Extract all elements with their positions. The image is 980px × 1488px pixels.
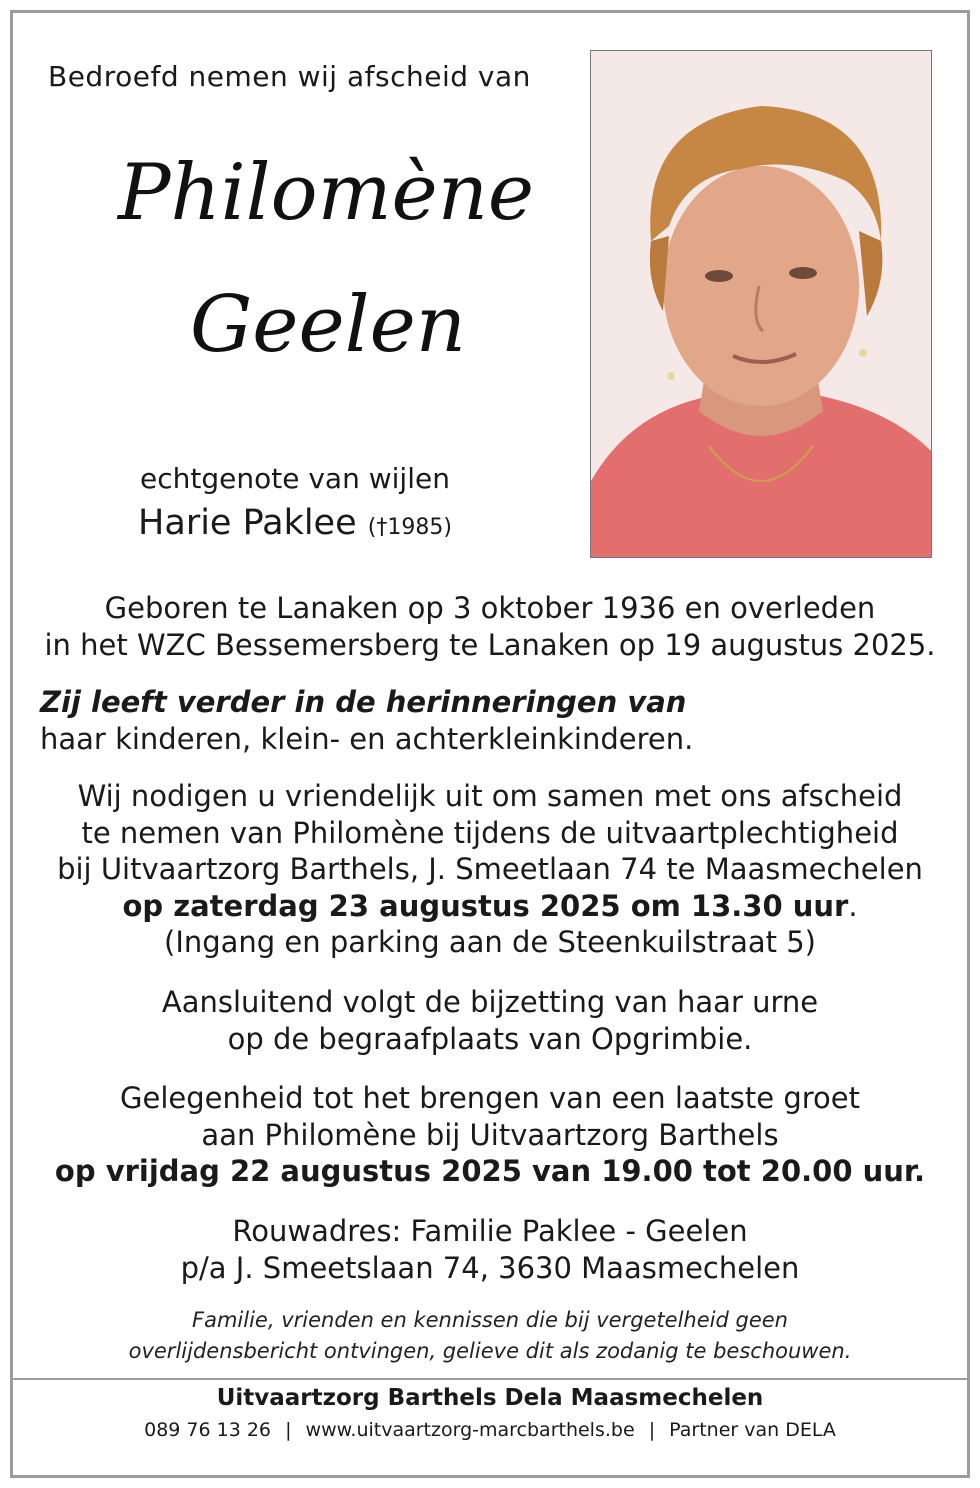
invite-date-period: . [848,889,858,923]
invite-line-2: te nemen van Philomène tijdens de uitvaartplechtigheid [81,816,899,850]
invite-parking: (Ingang en parking aan de Steenkuilstraat 5) [164,925,816,959]
memory-text: haar kinderen, klein- en achterkleinkinderen. [40,722,694,756]
invite-date-line [0,888,980,925]
invite-date: op zaterdag 23 augustus 2025 om 13.30 uur [122,889,849,923]
last-name: Geelen [190,280,466,370]
note-line-2: overlijdensbericht ontvingen, gelieve dit als zodanig te beschouwen. [128,1339,852,1363]
first-name: Philomène [118,148,535,238]
footer-website: www.uitvaartzorg-marcbarthels.be [305,1419,635,1441]
footer-separator: | [648,1419,656,1441]
spouse-death-year: (†1985) [367,515,452,540]
visit-line-2: aan Philomène bij Uitvaartzorg Barthels [201,1118,779,1152]
visit-date: op vrijdag 22 augustus 2025 van 19.00 tot 20.00 uur. [54,1154,926,1188]
birth-line-2: in het WZC Bessemersberg te Lanaken op 19 augustus 2025. [44,628,936,662]
footer-phone: 089 76 13 26 [144,1419,272,1441]
note-line-1: Familie, vrienden en kennissen die bij vergetelheid geen [192,1308,788,1332]
invite-line-3: bij Uitvaartzorg Barthels, J. Smeetlaan 74 te Maasmechelen [57,852,923,886]
invite-line-1: Wij nodigen u vriendelijk uit om samen met ons afscheid [77,779,903,813]
address-line-1: Rouwadres: Familie Paklee - Geelen [232,1214,748,1248]
address-line-2: p/a J. Smeetslaan 74, 3630 Maasmechelen [180,1251,800,1285]
footer-separator: | [285,1419,292,1441]
footer-title: Uitvaartzorg Barthels Dela Maasmechelen [216,1385,764,1411]
portrait-illustration [591,51,931,557]
burial-line-1: Aansluitend volgt de bijzetting van haar urne [161,985,819,1019]
portrait-photo [590,50,932,558]
footer-contact [0,1419,980,1441]
birth-line-1: Geboren te Lanaken op 3 oktober 1936 en overleden [104,591,876,625]
intro-text: Bedroefd nemen wij afscheid van [48,60,531,93]
footer-partner: Partner van DELA [669,1419,836,1441]
spouse-name: Harie Paklee [138,503,357,543]
footer-divider [13,1378,967,1380]
visit-line-1: Gelegenheid tot het brengen van een laatste groet [120,1081,860,1115]
memory-title: Zij leeft verder in de herinneringen van [40,685,687,719]
burial-line-2: op de begraafplaats van Opgrimbie. [227,1022,753,1056]
spouse-label: echtgenote van wijlen [140,462,450,495]
spouse-line [0,503,590,543]
